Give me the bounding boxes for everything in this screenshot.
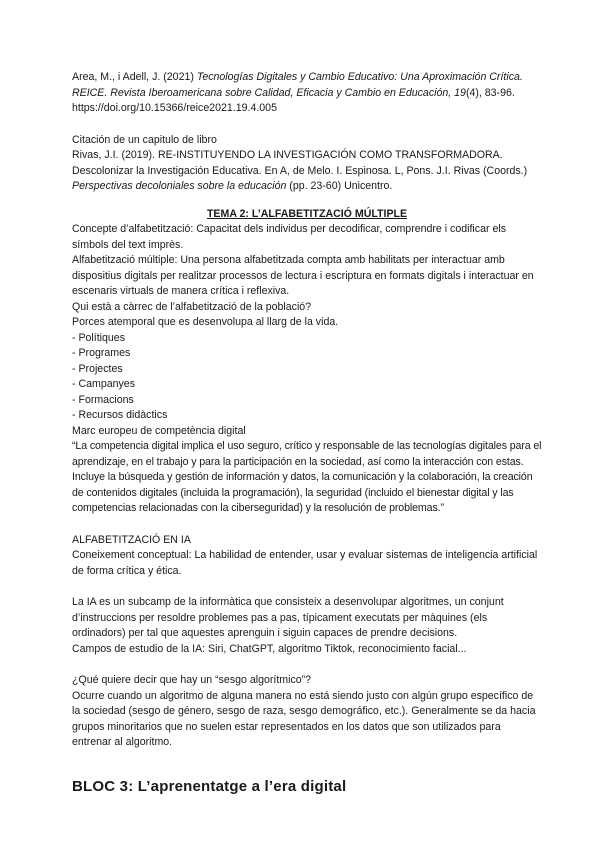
sesgo-answer: Ocurre cuando un algoritmo de alguna manera no está siendo justo con algún grupo específico de la sociedad (sesgo de género, sesgo de raza, sesgo demográfico, etc.). Generalmente se da hacia grupos minoritarios que no suelen estar representados en los datos que son utilizados para entrenar al algoritmo.: [72, 689, 536, 748]
list-item: - Formacions: [72, 393, 134, 406]
porces-text: Porces atemporal que es desenvolupa al llarg de la vida.: [72, 316, 339, 328]
bloc-heading: BLOC 3: L’aprenentatge a l’era digital: [72, 777, 347, 795]
question-text: Qui està a càrrec de l’alfabetització de la població?: [72, 300, 312, 313]
reference-authors: Area, M., i Adell, J. (2021): [72, 71, 197, 83]
ia-heading: ALFABETITZACIÓ EN IA: [72, 533, 191, 546]
ia-subcamp-text: La IA es un subcamp de la informàtica que consisteix a desenvolupar algoritmes, un conjunt d’instruccions per resoldre problemes pas a pas, típicament executats per màquines (els ordinadors) per tal que aquestes aprenguin i siguin capaces de prendre decisions.: [72, 596, 504, 639]
marc-quote: “La competencia digital implica el uso seguro, crítico y responsable de las tecnologías digitales para el aprendizaje, en el trabajo y para la participación en la sociedad, así como la interacción con estas. Incluye la búsqueda y gestión de información y datos, la comunicación y la colaboración, la creación de contenidos digitales (incluida la programación), la seguridad (incluido el bienestar digital y las competencias relacionadas con la ciberseguridad) y la resolución de problemas.”: [72, 440, 542, 514]
page-content: [72, 70, 542, 797]
reference-label: Citación de un capitulo de libro: [72, 133, 217, 146]
ia-campos-text: Campos de estudio de la IA: Siri, ChatGPT, algoritmo Tiktok, reconocimiento facial...: [72, 642, 467, 655]
tema-heading: TEMA 2: L’ALFABETITZACIÓ MÚLTIPLE: [206, 207, 408, 220]
reference-rivas-pages: (pp. 23-60) Unicentro.: [286, 180, 393, 192]
reference-area-adell: [72, 70, 542, 117]
list-item: - Programes: [72, 347, 131, 359]
list-item: - Campanyes: [72, 378, 135, 390]
reference-journal-title: Tecnologías Digitales y Cambio Educativo: Una Aproximación Crítica. REICE. Revista Iberoamericana sobre Calidad, Eficacia y Cambio en Educación, 19: [72, 71, 523, 99]
list-item: - Polítiques: [72, 331, 125, 344]
alfabetitzacio-multiple-text: Alfabetització múltiple: Una persona alfabetitzada compta amb habilitats per interactuar amb dispositius digitals per realitzar processos de lectura i escriptura en formats digitals i interactuar en escenaris virtuals de manera crítica i reflexiva.: [72, 254, 534, 297]
sesgo-question: ¿Qué quiere decir que hay un “sesgo algorítmico”?: [72, 674, 312, 686]
list-item: - Projectes: [72, 362, 123, 375]
concepte-text: Concepte d’alfabetització: Capacitat dels individus per decodificar, comprendre i codificar els símbols del text imprès.: [72, 223, 506, 251]
marc-label: Marc europeu de competència digital: [72, 424, 246, 437]
reference-issue: (4), 83-96. https://doi.org/10.15366/reice2021.19.4.005: [72, 86, 515, 114]
reference-rivas-text: Rivas, J.I. (2019). RE-INSTITUYENDO LA INVESTIGACIÓN COMO TRANSFORMADORA. Descolonizar la Investigación Educativa. En A, de Melo. I. Espinosa. L, Pons. J.I. Rivas (Coords.): [72, 149, 528, 177]
reference-book-title: Perspectivas decoloniales sobre la educación: [72, 180, 287, 192]
actions-list: [72, 331, 542, 424]
reference-rivas: [72, 148, 542, 195]
ia-conceptual-text: Coneixement conceptual: La habilidad de entender, usar y evaluar sistemas de inteligencia artificial de forma crítica y ética.: [72, 549, 538, 577]
list-item: - Recursos didàctics: [72, 409, 168, 421]
